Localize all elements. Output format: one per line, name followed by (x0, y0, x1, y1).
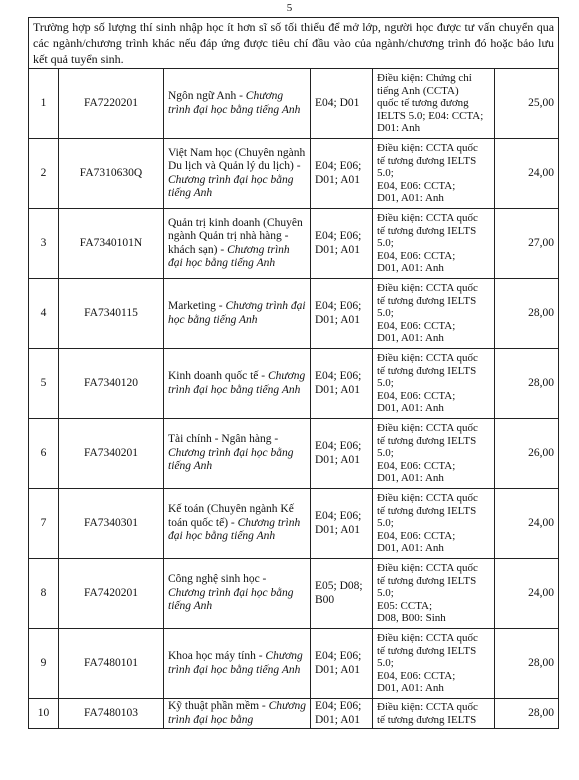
condition-line: E04, E06: CCTA; (377, 249, 456, 262)
condition-line: Điều kiện: CCTA quốc (377, 492, 478, 505)
cutoff-score: 28,00 (495, 349, 559, 419)
condition-line: D08, B00: Sinh (377, 612, 446, 625)
program-code: FA7340101N (59, 209, 164, 279)
subject-combination: E05; D08; B00 (311, 559, 373, 629)
condition-line: D01, A01: Anh (377, 542, 444, 555)
program-code: FA7340115 (59, 279, 164, 349)
program-type: Chương trình đại học bằng tiếng Anh (168, 90, 301, 116)
condition-line: D01, A01: Anh (377, 472, 444, 485)
row-number: 8 (29, 559, 59, 629)
cutoff-score: 25,00 (495, 69, 559, 139)
condition-line: tế tương đương IELTS (377, 294, 477, 307)
subject-combination: E04; D01 (311, 69, 373, 139)
condition-line: Điều kiện: CCTA quốc (377, 282, 478, 295)
condition-line: E04, E06: CCTA; (377, 529, 456, 542)
program-code: FA7420201 (59, 559, 164, 629)
admission-condition (373, 559, 495, 629)
condition-line: 5.0; (377, 517, 394, 530)
subject-combination: E04; E06; D01; A01 (311, 209, 373, 279)
cutoff-score: 28,00 (495, 279, 559, 349)
admission-condition (373, 419, 495, 489)
program-name (164, 279, 311, 349)
program-name (164, 209, 311, 279)
page-number: 5 (286, 2, 293, 14)
condition-line: Điều kiện: CCTA quốc (377, 352, 478, 365)
condition-line: tế tương đương IELTS (377, 364, 477, 377)
subject-combination: E04; E06; D01; A01 (311, 279, 373, 349)
row-number: 9 (29, 629, 59, 699)
subject-combination: E04; E06; D01; A01 (311, 349, 373, 419)
table-row (29, 489, 559, 559)
row-number: 2 (29, 139, 59, 209)
subject-combination: E04; E06; D01; A01 (311, 139, 373, 209)
condition-line: tế tương đương IELTS (377, 713, 477, 726)
admission-condition (373, 139, 495, 209)
admission-condition (373, 349, 495, 419)
cutoff-score: 24,00 (495, 139, 559, 209)
enrollment-note: Trường hợp số lượng thí sinh nhập học ít hơn sĩ số tối thiểu để mở lớp, người học được tư vấn chuyển qua các ngành/chương trình khác nếu đáp ứng được tiêu chí đầu vào của ngành/chương trình đó hoặc bảo lưu kết quả tuyển sinh. (29, 18, 559, 69)
condition-line: 5.0; (377, 587, 394, 600)
program-title: Công nghệ sinh học - (168, 573, 267, 586)
program-name (164, 419, 311, 489)
admission-table (28, 17, 559, 729)
row-number: 4 (29, 279, 59, 349)
cutoff-score: 27,00 (495, 209, 559, 279)
condition-line: D01, A01: Anh (377, 192, 444, 205)
program-code: FA7340120 (59, 349, 164, 419)
program-code: FA7310630Q (59, 139, 164, 209)
condition-line: Điều kiện: CCTA quốc (377, 632, 478, 645)
condition-line: tế tương đương IELTS (377, 224, 477, 237)
program-name (164, 349, 311, 419)
program-name (164, 559, 311, 629)
cutoff-score: 24,00 (495, 489, 559, 559)
program-name (164, 139, 311, 209)
admission-condition (373, 629, 495, 699)
program-code: FA7480103 (59, 699, 164, 729)
program-type: Chương trình đại học bằng tiếng Anh (168, 446, 294, 473)
condition-line: E04, E06: CCTA; (377, 179, 456, 192)
condition-line: D01, A01: Anh (377, 402, 444, 415)
program-title: Kế toán (Chuyên ngành Kế toán quốc tế) - (168, 503, 294, 529)
condition-line: tế tương đương IELTS (377, 644, 477, 657)
condition-line: D01: Anh (377, 122, 421, 135)
program-type: Chương trình đại học bằng tiếng Anh (168, 650, 303, 676)
condition-line: Điều kiện: CCTA quốc (377, 212, 478, 225)
subject-combination: E04; E06; D01; A01 (311, 699, 373, 729)
program-code: FA7340301 (59, 489, 164, 559)
condition-line: 5.0; (377, 657, 394, 670)
program-title: Việt Nam học (Chuyên ngành Du lịch và Quản lý du lịch) - (168, 146, 306, 172)
condition-line: tế tương đương IELTS (377, 154, 477, 167)
note-row (29, 18, 559, 69)
condition-line: D01, A01: Anh (377, 332, 444, 345)
subject-combination: E04; E06; D01; A01 (311, 629, 373, 699)
table-row (29, 629, 559, 699)
program-code: FA7340201 (59, 419, 164, 489)
condition-line: 5.0; (377, 307, 394, 320)
cutoff-score: 28,00 (495, 699, 559, 729)
program-type: Chương trình đại học bằng tiếng Anh (168, 173, 294, 199)
table-row (29, 419, 559, 489)
row-number: 1 (29, 69, 59, 139)
condition-line: E04, E06: CCTA; (377, 389, 456, 402)
condition-line: D01, A01: Anh (377, 262, 444, 275)
condition-line: E05: CCTA; (377, 599, 433, 612)
condition-line: tế tương đương IELTS (377, 434, 477, 447)
condition-line: D01, A01: Anh (377, 682, 444, 695)
condition-line: tế tương đương IELTS (377, 574, 477, 587)
program-title: Ngôn ngữ Anh - (168, 90, 246, 102)
condition-line: E04, E06: CCTA; (377, 669, 456, 682)
row-number: 3 (29, 209, 59, 279)
cutoff-score: 26,00 (495, 419, 559, 489)
row-number: 7 (29, 489, 59, 559)
table-row (29, 139, 559, 209)
cutoff-score: 24,00 (495, 559, 559, 629)
cutoff-score: 28,00 (495, 629, 559, 699)
program-title: Kinh doanh quốc tế - (168, 370, 268, 382)
condition-line: IELTS 5.0; E04: CCTA; (377, 109, 484, 122)
program-name (164, 489, 311, 559)
program-title: Marketing - (168, 300, 226, 312)
program-type: Chương trình đại học bằng tiếng Anh (168, 516, 301, 543)
program-type: Chương trình đại học bằng tiếng Anh (168, 243, 290, 269)
program-name (164, 629, 311, 699)
condition-line: 5.0; (377, 167, 394, 180)
condition-line: quốc tế tương đương (377, 97, 469, 110)
condition-line: Điều kiện: CCTA quốc (377, 422, 478, 435)
admission-condition (373, 279, 495, 349)
program-type: Chương trình đại học bằng tiếng Anh (168, 370, 306, 396)
program-code: FA7220201 (59, 69, 164, 139)
condition-line: Điều kiện: CCTA quốc (377, 142, 478, 155)
table-row (29, 559, 559, 629)
condition-line: Điều kiện: CCTA quốc (377, 562, 478, 575)
admission-condition (373, 209, 495, 279)
admission-condition (373, 69, 495, 139)
subject-combination: E04; E06; D01; A01 (311, 419, 373, 489)
program-type: Chương trình đại học bằng (168, 700, 306, 726)
condition-line: Điều kiện: CCTA quốc (377, 701, 478, 713)
table-row (29, 279, 559, 349)
condition-line: tế tương đương IELTS (377, 504, 477, 517)
program-title: Kỹ thuật phần mềm - (168, 700, 269, 712)
program-code: FA7480101 (59, 629, 164, 699)
program-type: Chương trình đại học bằng tiếng Anh (168, 586, 294, 613)
program-title: Tài chính - Ngân hàng - (168, 433, 279, 446)
table-row (29, 209, 559, 279)
condition-line: E04, E06: CCTA; (377, 459, 456, 472)
program-title: Quản trị kinh doanh (Chuyên ngành Quản trị nhà hàng - khách sạn) - (168, 216, 303, 256)
program-name (164, 699, 311, 729)
program-name (164, 69, 311, 139)
row-number: 5 (29, 349, 59, 419)
condition-line: 5.0; (377, 237, 394, 250)
admission-condition (373, 489, 495, 559)
admission-condition (373, 699, 495, 729)
program-type: Chương trình đại học bằng tiếng Anh (168, 300, 306, 326)
table-row (29, 349, 559, 419)
subject-combination: E04; E06; D01; A01 (311, 489, 373, 559)
condition-line: tiếng Anh (CCTA) (377, 84, 459, 97)
condition-line: E04, E06: CCTA; (377, 319, 456, 332)
program-title: Khoa học máy tính - (168, 650, 266, 662)
row-number: 6 (29, 419, 59, 489)
condition-line: Điều kiện: Chứng chỉ (377, 72, 472, 85)
condition-line: 5.0; (377, 377, 394, 390)
table-row (29, 699, 559, 729)
row-number: 10 (29, 699, 59, 729)
table-row (29, 69, 559, 139)
condition-line: 5.0; (377, 447, 394, 460)
